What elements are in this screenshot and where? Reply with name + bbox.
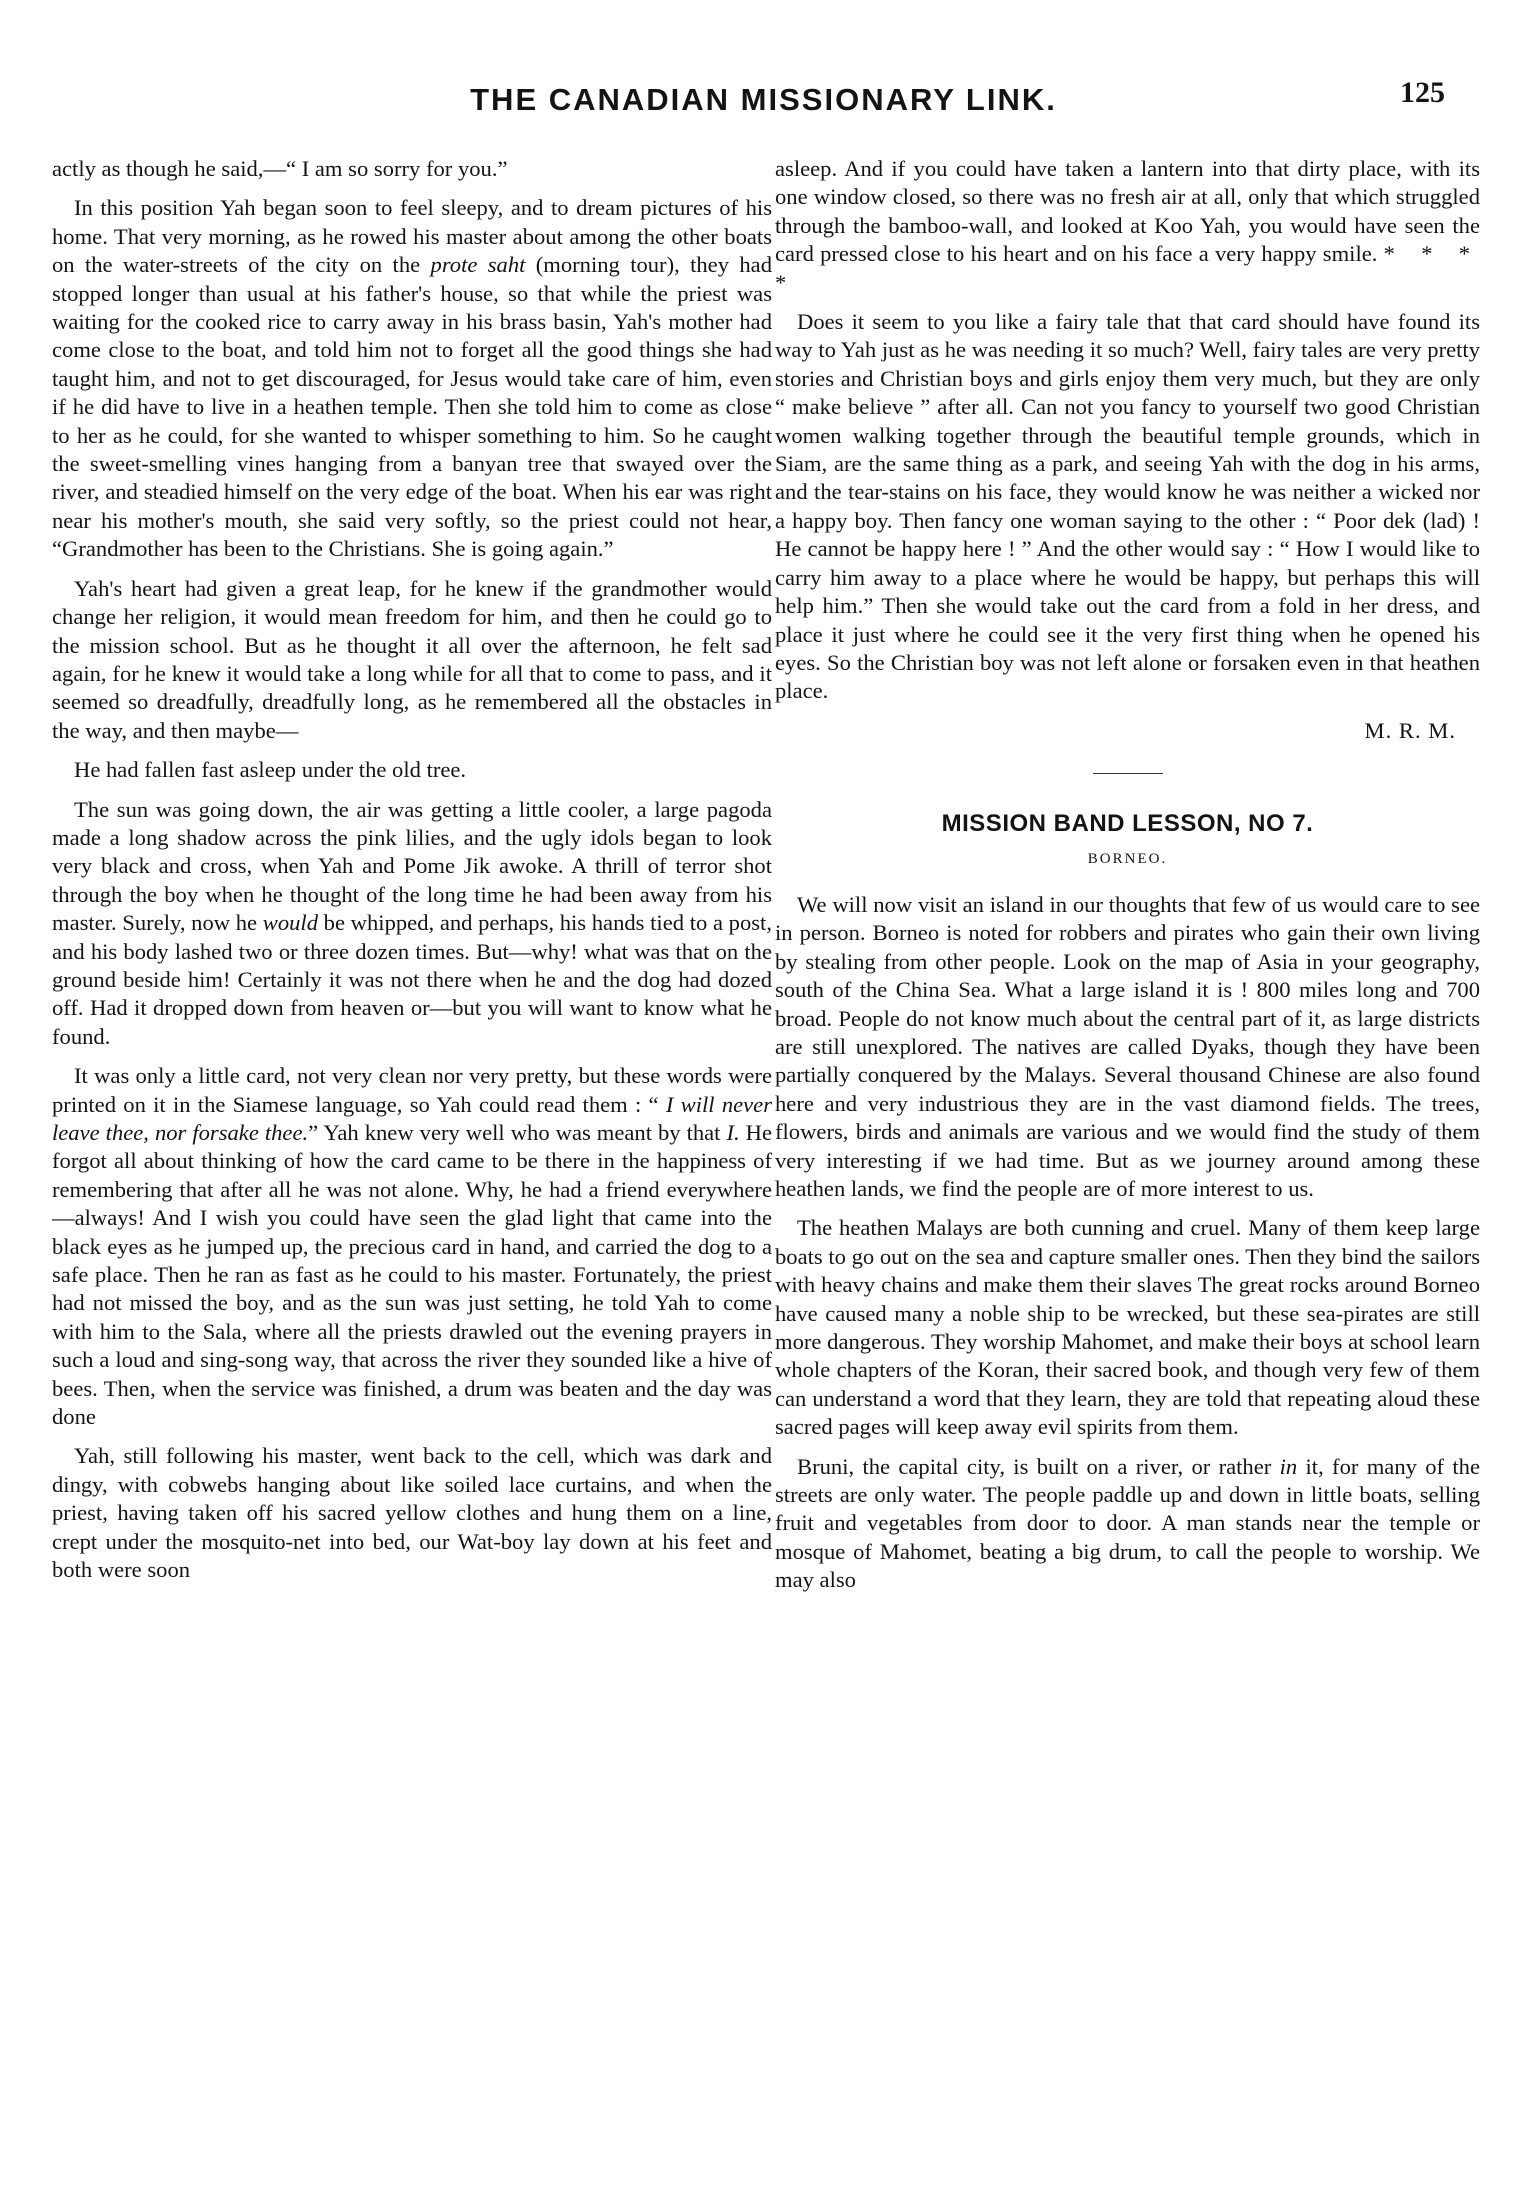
paragraph: asleep. And if you could have taken a lantern into that dirty place, with its one window closed, so there was no fresh air at all, only that which struggled through the bamboo-wall, and looked at Koo Yah, you would have seen the card pressed close to his heart and on his face a very happy smile. * * * * xyxy=(775,156,1481,295)
journal-title: THE CANADIAN MISSIONARY LINK. xyxy=(470,82,1057,117)
paragraph: Does it seem to you like a fairy tale that that card should have found its way to Yah just as he was needing it so much? Well, fairy tales are very pretty stories and Christian boys and girls enjoy them very much, but they are only “ make believe ” after all. Can not you fancy to yourself two good Christian women walking together through the beautiful temple grounds, which in Siam, are the same thing as a park, and seeing Yah with the dog in his arms, and the tear-stains on his face, they would know he was neither a wicked nor a happy boy. Then fancy one woman saying to the other : “ Poor dek (lad) ! He cannot be happy here ! ” And the other would say : “ How I would like to carry him away to a place where he would be happy, but perhaps this will help him.” Then she would take out the card from a fold in her dress, and place it just where he could see it the very first thing when he opened his eyes. So the Christian boy was not left alone or forsaken even in that heathen place. xyxy=(775,309,1480,704)
page-header xyxy=(0,72,1527,132)
page-number: 125 xyxy=(1400,76,1445,109)
paragraph: The sun was going down, the air was getting a little cooler, a large pagoda made a long shadow across the pink lilies, and the ugly idols began to look very black and cross, when Yah and Pome Jik awoke. A thrill of terror shot through the boy when he thought of the long time he had been away from his master. Surely, now he would be whipped, and perhaps, his hands tied to a post, and his body lashed two or three dozen times. But—why! what was that on the ground beside him! Certainly it was not there when he and the dog had dozed off. Had it dropped down from heaven or—but you will want to know what he found. xyxy=(52,796,772,1049)
paragraph: Yah's heart had given a great leap, for he knew if the grandmother would change her religion, it would mean freedom for him, and then he could go to the mission school. But as he thought it all over the afternoon, he felt sad again, for he knew it would take a long while for all that to come to pass, and it seemed so dreadfully, dreadfully long, as he remembered all the obstacles in the way, and then maybe— xyxy=(52,575,772,743)
paragraph: Yah, still following his master, went back to the cell, which was dark and dingy, with cobwebs hanging about like soiled lace curtains, and when the priest, having taken off his sacred yellow clothes and hung them on a line, crept under the mosquito-net into bed, our Wat-boy lay down at his feet and both were soon xyxy=(52,1443,772,1583)
paragraph: We will now visit an island in our thoughts that few of us would care to see in person. Borneo is noted for robbers and pirates who gain their own living by stealing from other people. Look on the map of Asia in your geography, south of the China Sea. What a large island it is ! 800 miles long and 700 broad. People do not know much about the central part of it, as large districts are still unexplored. The natives are called Dyaks, though they have been partially conquered by the Malays. Several thousand Chinese are also found here and very industrious they are in the vast diamond fields. The trees, flowers, birds and animals are various and we would find the study of them very interesting if we had time. But as we journey around among these heathen lands, we find the people are of more interest to us. xyxy=(775,891,1480,1201)
section-divider xyxy=(1093,773,1163,774)
paragraph: Bruni, the capital city, is built on a river, or rather in it, for many of the streets are only water. The people paddle up and down in little boats, selling fruit and vegetables from door to door. A man stands near the temple or mosque of Mahomet, beating a big drum, to call the people to worship. We may also xyxy=(775,1453,1480,1593)
lesson-heading: MISSION BAND LESSON, NO 7. xyxy=(941,810,1314,838)
author-signature: M. R. M. xyxy=(1364,717,1456,743)
lesson-subheading: BORNEO. xyxy=(1087,850,1168,867)
paragraph: actly as though he said,—“ I am so sorry for you.” xyxy=(52,156,508,181)
paragraph: He had fallen fast asleep under the old tree. xyxy=(74,757,467,783)
section-break-stars: * * * * xyxy=(775,241,1481,295)
paragraph: In this position Yah began soon to feel sleepy, and to dream pictures of his home. That very morning, as he rowed his master about among the other boats on the water-streets of the city on the prote saht (morning tour), they had stopped longer than usual at his father's house, so that while the priest was waiting for the cooked rice to carry away in his brass basin, Yah's mother had come close to the boat, and told him not to forget all the good things she had taught him, and not to get discouraged, for Jesus would take care of him, even if he did have to live in a heathen temple. Then she told him to come as close to her as he could, for she wanted to whisper something to him. So he caught the sweet-smelling vines hanging from a banyan tree that swayed over the river, and steadied himself on the very edge of the boat. When his ear was right near his mother's mouth, she said very softly, so the priest could not hear, “Grandmother has been to the Christians. She is going again.” xyxy=(52,195,772,562)
paragraph: It was only a little card, not very clean nor very pretty, but these words were printed on it in the Siamese language, so Yah could read them : “ I will never leave thee, nor forsake thee.” Yah knew very well who was meant by that I. He forgot all about thinking of how the card came to be there in the happiness of remembering that after all he was not alone. Why, he had a friend everywhere—always! And I wish you could have seen the glad light that came into the black eyes as he jumped up, the precious card in hand, and carried the dog to a safe place. Then he ran as fast as he could to his master. Fortunately, the priest had not missed the boy, and as the sun was just setting, he told Yah to come with him to the Sala, where all the priests drawled out the evening prayers in such a loud and sing-song way, that across the river they sounded like a hive of bees. Then, when the service was finished, a drum was beaten and the day was done xyxy=(52,1063,773,1430)
paragraph: The heathen Malays are both cunning and cruel. Many of them keep large boats to go out on the sea and capture smaller ones. Then they bind the sailors with heavy chains and make them their slaves The great rocks around Borneo have caused many a noble ship to be wrecked, but these sea-pirates are still more dangerous. They worship Mahomet, and make their boys at school learn whole chapters of the Koran, their sacred book, and though very few of them can understand a word that they learn, they are told that repeating aloud these sacred pages will keep away evil spirits from them. xyxy=(775,1215,1480,1440)
right-column xyxy=(775,155,1480,1606)
left-column xyxy=(52,155,772,1596)
